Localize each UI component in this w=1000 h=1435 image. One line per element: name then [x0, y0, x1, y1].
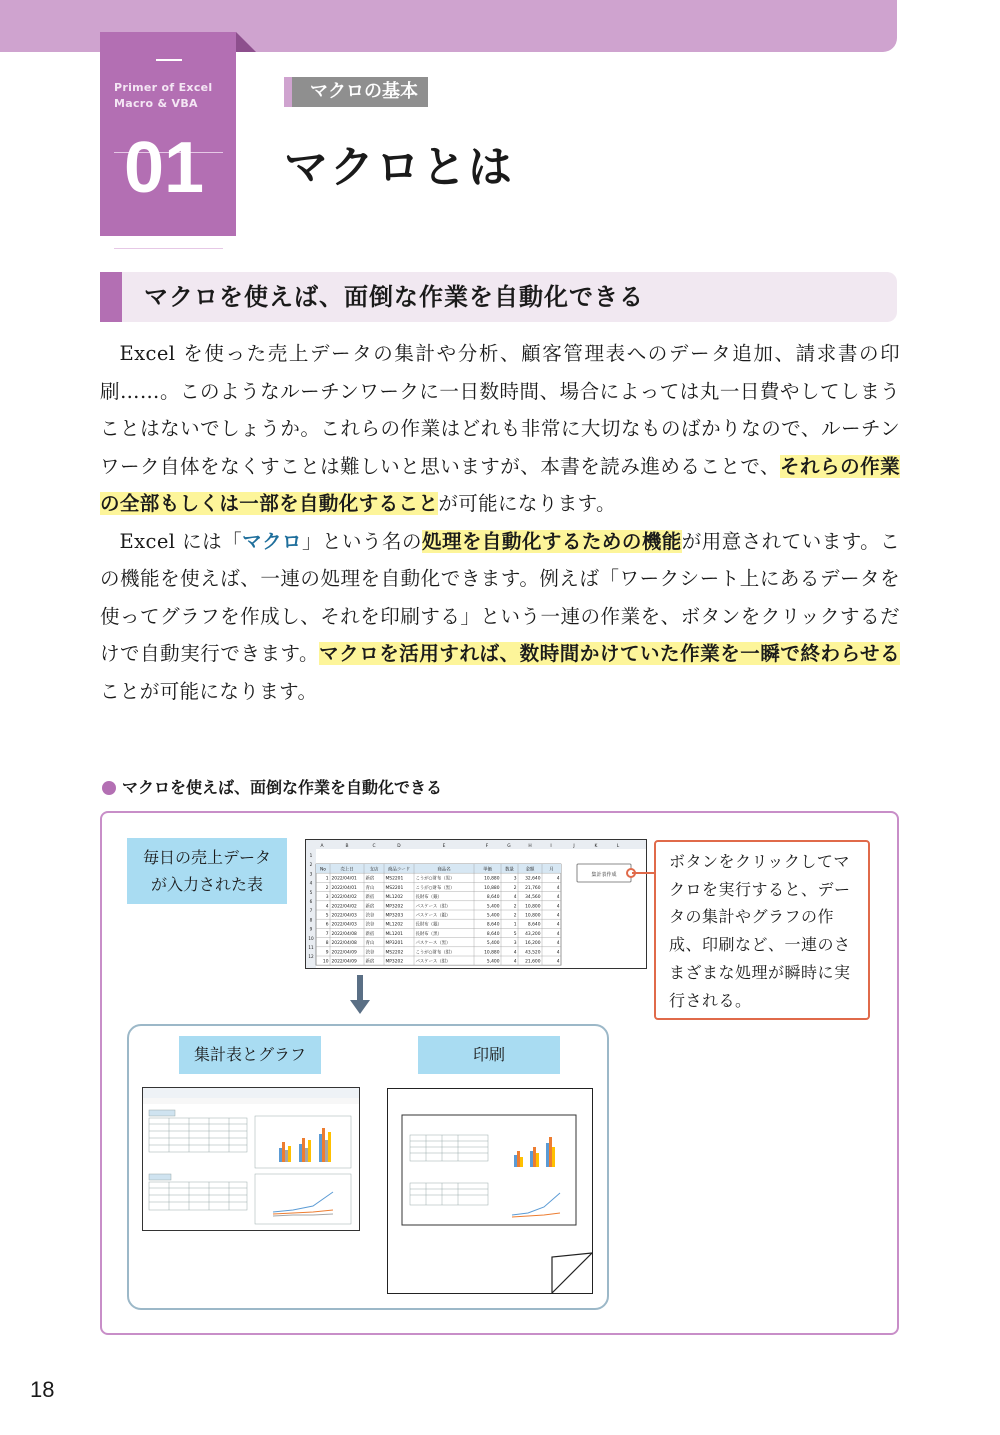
sheet-cell: 5,400 [486, 904, 500, 910]
sheet-cell: 2022/04/09 [331, 959, 357, 965]
sheet-cell: 4 [513, 950, 517, 956]
sheet-col-letter: I [550, 844, 552, 849]
sheet-cell: 43,200 [525, 931, 541, 937]
sheet-col-letter: L [616, 844, 620, 849]
sheet-cell: 長財布（銀） [415, 895, 442, 901]
callout-text: ボタンをクリックしてマクロを実行すると、データの集計やグラフの作成、印刷など、一連のさまざまな処理が瞬時に実行される。 [669, 852, 851, 1010]
sheet-row-number: 9 [309, 926, 313, 932]
sheet-cell: 2022/04/09 [331, 950, 357, 956]
sheet-cell: こうが○財布（黒） [415, 876, 455, 882]
sheet-cell: 4 [556, 922, 560, 928]
p2-highlight-2: マクロを活用すれば、数時間かけていた作業を一瞬で終わらせる [319, 642, 901, 665]
sheet-cell: 2022/04/01 [331, 876, 357, 882]
sheet-row-number: 4 [309, 880, 313, 886]
p2-text-c: が用意されています。この機能を使えば、一連の処理を自動化できます。例えば「ワークシート上にあるデータを使ってグラフを作成し、それを印刷する」という一連の作業を、ボタンをクリックするだけで自動実行できます。 [100, 529, 901, 665]
sheet-cell: 43,520 [525, 950, 541, 956]
sheet-cell: 10,880 [484, 885, 500, 891]
subheading-text: マクロを使えば、面倒な作業を自動化できる [144, 283, 644, 311]
sheet-cell: 新宿 [365, 931, 375, 937]
sheet-cell: パスケース（黒） [415, 941, 451, 947]
sheet-cell: こうが○財布（紺） [415, 950, 455, 956]
sheet-cell: 4 [325, 904, 329, 910]
sheet-row-number: 11 [308, 945, 314, 950]
callout-box [654, 840, 870, 1020]
sheet-cell: ML1201 [385, 931, 403, 937]
p2-text-d: ことが可能になります。 [100, 679, 318, 703]
sheet-cell: 渋谷 [365, 913, 375, 919]
print-label: 印刷 [418, 1036, 560, 1074]
sales-sheet [305, 839, 647, 969]
sheet-col-letter: B [345, 844, 349, 849]
sheet-cell: 8,640 [486, 922, 500, 928]
p1-text-a: Excel を使った売上データの集計や分析、顧客管理表へのデータ追加、請求書の印刷……。このようなルーチンワークに一日数時間、場合によっては丸一日費やしてしまうことはないでしょうか。これらの作業はどれも非常に大切なものばかりなので、ルーチンワーク自体をなくすことは難しいと思いますが、本書を読み進めることで、 [100, 342, 900, 478]
sheet-row-number: 3 [309, 871, 313, 877]
sheet-cell: 4 [556, 895, 560, 901]
sheet-cell: 4 [556, 959, 560, 965]
sheet-col-letter: K [594, 844, 598, 849]
sheet-cell: 2022/04/03 [331, 913, 357, 919]
sheet-header-cell: 金額 [525, 867, 535, 873]
sheet-cell: MP3202 [385, 904, 404, 910]
sheet-cell: 2022/04/02 [331, 904, 357, 910]
sheet-cell: 10,800 [525, 913, 541, 919]
sheet-cell: 1 [325, 876, 329, 882]
sheet-cell: 8 [325, 941, 329, 947]
sheet-cell: 8,640 [486, 931, 500, 937]
sheet-cell: 新宿 [365, 895, 375, 901]
caption-bullet-icon [102, 781, 116, 795]
caption-text: マクロを使えば、面倒な作業を自動化できる [122, 778, 443, 797]
sheet-row-number: 10 [308, 935, 314, 941]
down-arrow-shaft [357, 975, 363, 1001]
sheet-col-letter: A [320, 844, 324, 849]
sheet-row-number: 7 [309, 908, 313, 914]
p2-text-a: Excel には「 [119, 529, 243, 553]
page-title: マクロとは [284, 142, 514, 193]
sheet-col-letter: H [528, 844, 532, 849]
sheet-row-number: 8 [309, 917, 313, 923]
summary-chart-label: 集計表とグラフ [179, 1036, 321, 1074]
sheet-cell: パスケース（紺） [415, 904, 451, 910]
sheet-col-letter: G [507, 844, 511, 849]
sheet-cell: 青山 [365, 941, 375, 947]
sheet-cell: 8,640 [527, 922, 541, 928]
series-title [114, 80, 212, 112]
sheet-col-letter: E [442, 844, 446, 849]
sheet-cell: 10,880 [484, 950, 500, 956]
sheet-cell: 4 [556, 885, 560, 891]
chapter-tab [100, 32, 236, 236]
sheet-cell: 16,200 [525, 941, 541, 947]
sheet-cell: MS2201 [385, 885, 404, 891]
sheet-cell: 3 [513, 941, 517, 947]
sheet-cell: 5,400 [486, 913, 500, 919]
sheet-cell: 4 [556, 876, 560, 882]
series-line-2: Macro & VBA [114, 97, 198, 110]
sheet-cell: 2022/04/08 [331, 931, 357, 937]
sheet-header-cell: 商品コード [388, 867, 410, 873]
sheet-row-number: 12 [308, 954, 314, 960]
sheet-cell: 渋谷 [365, 922, 375, 928]
sheet-cell: 新宿 [365, 876, 375, 882]
sheet-cell: MS2201 [385, 876, 404, 882]
subheading-accent [100, 272, 122, 322]
sheet-cell: 4 [556, 913, 560, 919]
sheet-cell: 2 [513, 913, 517, 919]
sheet-row-number: 2 [309, 862, 313, 868]
sheet-cell: ML1202 [385, 922, 403, 928]
sheet-header-cell: 商品名 [437, 867, 451, 873]
p1-text-b: が可能になります。 [438, 492, 616, 515]
sheet-cell: 1 [513, 922, 517, 928]
sheet-cell: 5 [325, 913, 329, 919]
sheet-cell: 4 [556, 950, 560, 956]
printed-page-graphic [388, 1089, 592, 1293]
sheet-row-number: 5 [309, 889, 313, 895]
p2-text-b: 」という名の [302, 529, 422, 553]
p2-highlight-1: 処理を自動化するための機能 [421, 529, 682, 553]
sheet-cell: 2 [513, 885, 517, 891]
sheet-cell: ML1202 [385, 895, 403, 901]
page-number: 18 [30, 1377, 55, 1402]
figure-caption [102, 776, 442, 800]
sheet-cell: 10,880 [484, 876, 500, 882]
body-text [100, 335, 900, 710]
input-table-label-text: 毎日の売上データが入力された表 [142, 848, 271, 894]
sheet-cell: MP3202 [385, 959, 404, 965]
sheet-cell: 6 [325, 922, 329, 928]
sheet-header-cell: 支店 [369, 867, 379, 873]
sheet-cell: MP3203 [385, 913, 404, 919]
tab-fold [236, 32, 256, 52]
sheet-header-cell: 月 [549, 867, 554, 873]
section-label: マクロの基本 [284, 77, 428, 107]
sheet-col-letter: D [397, 844, 401, 849]
tab-rule-bottom [114, 248, 223, 249]
sheet-cell: 32,640 [525, 876, 541, 882]
sheet-cell: 10 [322, 959, 329, 965]
sheet-cell: 新宿 [365, 904, 375, 910]
paragraph-2 [100, 523, 900, 711]
sheet-cell: 8,640 [486, 895, 500, 901]
sheet-cell: 21,760 [525, 885, 541, 891]
sheet-cell: 4 [513, 895, 517, 901]
sheet-cell: 長財布（黒） [415, 931, 442, 937]
summary-sheet-thumbnail [142, 1087, 360, 1231]
p1-highlight: それらの作業の全部もしくは一部を自動化すること [100, 454, 900, 515]
sheet-cell: 9 [325, 950, 329, 956]
sheet-cell: 5,400 [486, 941, 500, 947]
sheet-cell: 2022/04/03 [331, 922, 357, 928]
sheet-cell: 新宿 [365, 959, 375, 965]
sheet-cell: 10,800 [525, 904, 541, 910]
sheet-cell: 長財布（銀） [415, 922, 442, 928]
sheet-cell: パスケース（銀） [415, 913, 451, 919]
sheet-header-cell: 単価 [483, 867, 492, 873]
sheet-cell: 2022/04/01 [331, 885, 357, 891]
sheet-cell: 4 [556, 931, 560, 937]
sheet-cell: 21,600 [525, 959, 541, 965]
sheet-row-number: 1 [309, 853, 313, 858]
sheet-cell: 2022/04/08 [331, 941, 357, 947]
sales-sheet-grid [306, 840, 646, 968]
subheading-bar [100, 272, 897, 322]
input-table-label [127, 838, 287, 904]
printed-page [387, 1088, 593, 1294]
sheet-cell: MP3201 [385, 941, 404, 947]
sheet-cell: 5 [513, 931, 517, 937]
sheet-cell: 2022/04/02 [331, 895, 357, 901]
p2-keyword: マクロ [242, 529, 303, 553]
sheet-cell: 34,560 [525, 895, 541, 901]
sheet-cell: 4 [513, 959, 517, 965]
sheet-cell: こうが○財布（黒） [415, 885, 455, 891]
sheet-cell: 2 [513, 904, 517, 910]
sheet-cell: 4 [556, 904, 560, 910]
sheet-col-letter: F [485, 844, 489, 849]
sheet-col-letter: C [372, 844, 376, 849]
sheet-header-cell: 数量 [505, 867, 514, 873]
series-line-1: Primer of Excel [114, 81, 213, 94]
paragraph-1 [100, 335, 900, 523]
sheet-row-number: 6 [309, 899, 313, 904]
tab-dash [156, 59, 182, 61]
sheet-cell: 5,400 [486, 959, 500, 965]
chapter-number: 01 [123, 128, 205, 208]
sheet-cell: 7 [325, 931, 329, 937]
sheet-cell: MS2202 [385, 950, 404, 956]
sheet-cell: 渋谷 [365, 950, 375, 956]
sheet-col-letter: J [573, 844, 575, 849]
sheet-header-cell: No [320, 867, 326, 873]
callout-connector [632, 872, 654, 874]
summary-sheet-graphic [143, 1088, 359, 1230]
sheet-cell: 3 [325, 895, 329, 901]
sheet-cell: 4 [556, 941, 560, 947]
down-arrow-icon [350, 1000, 370, 1014]
macro-button-label: 集計表作成 [591, 872, 617, 878]
sheet-cell: 青山 [365, 885, 375, 891]
sheet-cell: 3 [513, 876, 517, 882]
sheet-cell: パスケース（紺） [415, 959, 451, 965]
sheet-header-cell: 売上日 [340, 867, 354, 873]
sheet-cell: 2 [325, 885, 329, 891]
